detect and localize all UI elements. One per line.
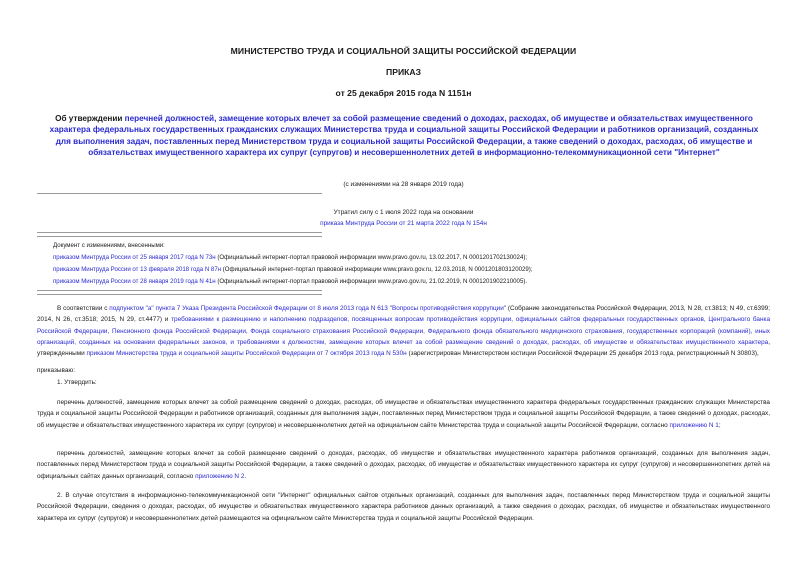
list-paragraph-2 [37,448,770,482]
divider [37,290,322,291]
document-type: ПРИКАЗ [386,67,421,77]
order-530-link[interactable]: приказом Министерства труда и социальной защиты Российской Федерации от 7 октября 2013 года N 530н [86,350,407,358]
expired-notice: Утратил силу с 1 июля 2022 года на основании [333,209,474,216]
preamble-text: В соответствии с [57,305,110,312]
change-link[interactable]: приказом Минтруда России от 28 января 2019 года N 41н [53,278,216,285]
divider [37,193,322,194]
ministry-heading: МИНИСТЕРСТВО ТРУДА И СОЦИАЛЬНОЙ ЗАЩИТЫ РОССИЙСКОЙ ФЕДЕРАЦИИ [230,46,577,56]
paragraph-end: . [244,472,247,480]
preamble-text: , утвержденными [37,338,770,358]
paragraph-end: ; [718,421,721,429]
preamble-text: (зарегистрирован Министерством юстиции Российской Федерации 25 декабря 2013 года, регистрационный N 30803), [406,350,759,358]
changes-heading: Документ с изменениями, внесенными: [53,242,165,249]
preamble-paragraph [37,303,770,359]
expired-order-link [0,220,807,227]
change-link[interactable]: приказом Минтруда России от 13 февраля 2018 года N 87н [53,266,222,273]
title-prefix: Об утверждении [55,114,125,123]
change-item [53,264,532,277]
appendix-1-link[interactable]: приложению N 1 [669,421,719,429]
list-paragraph-1 [37,397,770,431]
change-text: (Официальный интернет-портал правовой информации www.pravo.gov.ru, 12.03.2018, N 0001201803120029); [221,266,533,273]
paragraph-text: перечень должностей, замещение которых влечет за собой размещение сведений о доходах, расходах, об имуществе и обязательствах имущественного характера федеральных государственных гражданских служащих Министерства труда и социальной защиты Российской Федерации и работников организаций, созданных для выполнения задач, поставленных перед Министерством труда и социальной защиты Российской Федерации, а также сведений о доходах, расходах, об имуществе и обязательствах имущественного характера их супруг (супругов) и несовершеннолетних детей на официальном сайте Министерства труда и социальной защиты Российской Федерации, согласно [37,399,770,429]
divider [37,294,322,295]
requirements-link[interactable]: требованиями к размещению и наполнению подразделов, посвященных вопросам противодействия коррупции, официальных сайтов федеральных государственных органов, Центрального банка Российской Федерации, Пенсионного фонда Российской Федерации, Фонда социального страхования Российской Федерации, Федерального фонда обязательного медицинского страхования, государственных корпораций (компаний), иных организаций, созданных на основании федеральных законов, и требованиями к должностям, замещение которых влечет за собой размещение сведений о доходах, расходах, об имуществе и обязательствах имущественного характера [37,316,770,346]
decree-link[interactable]: подпунктом "а" пункта 7 Указа Президента Российской Федерации от 8 июля 2013 года N 613 "Вопросы противодействия коррупции" [109,305,507,312]
change-item [53,276,527,289]
amendment-note: (с изменениями на 28 января 2019 года) [343,181,464,188]
change-text: (Официальный интернет-портал правовой информации www.pravo.gov.ru, 13.02.2017, N 0001201702130024); [215,254,528,261]
appendix-2-link[interactable]: приложению N 2 [195,472,245,480]
document-date-number: от 25 декабря 2015 года N 1151н [335,88,472,98]
expired-link[interactable]: приказа Минтруда России от 21 марта 2022 года N 154н [320,220,487,227]
order-word: приказываю: [37,367,75,374]
item-2: 2. В случае отсутствия в информационно-телекоммуникационной сети "Интернет" официальных сайтов отдельных организаций, созданных для выполнения задач, поставленных перед Министерством труда и социальной защиты Российской Федерации, сведения о доходах, расходах, об имуществе и обязательствах имущественного характера работников данных организаций, а также сведения о доходах, расходах, об имуществе и обязательствах имущественного характера их супруг (супругов) и несовершеннолетних детей размещаются на официальном сайте Министерства труда и социальной защиты Российской Федерации. [37,492,770,522]
change-item [53,252,527,265]
paragraph-text: перечень должностей, замещение которых влечет за собой размещение сведений о доходах, расходах, об имуществе и обязательствах имущественного характера работников организаций, созданных для выполнения задач, поставленных перед Министерством труда и социальной защиты Российской Федерации, а также сведений о доходах, расходах, об имуществе и обязательствах имущественного характера их супруг (супругов) и несовершеннолетних детей на официальных сайтах данных организаций, согласно [37,450,770,480]
divider [37,232,322,233]
divider [37,236,322,237]
title-link[interactable]: перечней должностей, замещение которых влечет за собой размещение сведений о доходах, расходах, об имуществе и обязательствах имущественного характера федеральных государственных гражданских служащих Министерства труда и социальной защиты Российской Федерации и работников организаций, созданных для выполнения задач, поставленных перед Министерством труда и социальной защиты Российской Федерации, а также сведений о доходах, расходах, об имуществе и обязательствах имущественного характера их супруг (супругов) и несовершеннолетних детей в информационно-телекоммуникационной сети "Интернет" [49,114,759,157]
document-title [48,113,760,158]
preamble-text: (Собрание законодательства Российской Федерации, 2013, N 28, ст.3813; N 49, ст.6399; 2014, N 26, ст.3518; 2015, N 29, ст.4477) и [37,305,770,324]
change-link[interactable]: приказом Минтруда России от 25 января 2017 года N 73н [53,254,216,261]
item-1: 1. Утвердить: [57,379,97,386]
change-text: (Официальный интернет-портал правовой информации www.pravo.gov.ru, 21.02.2019, N 0001201902210005). [215,278,528,285]
